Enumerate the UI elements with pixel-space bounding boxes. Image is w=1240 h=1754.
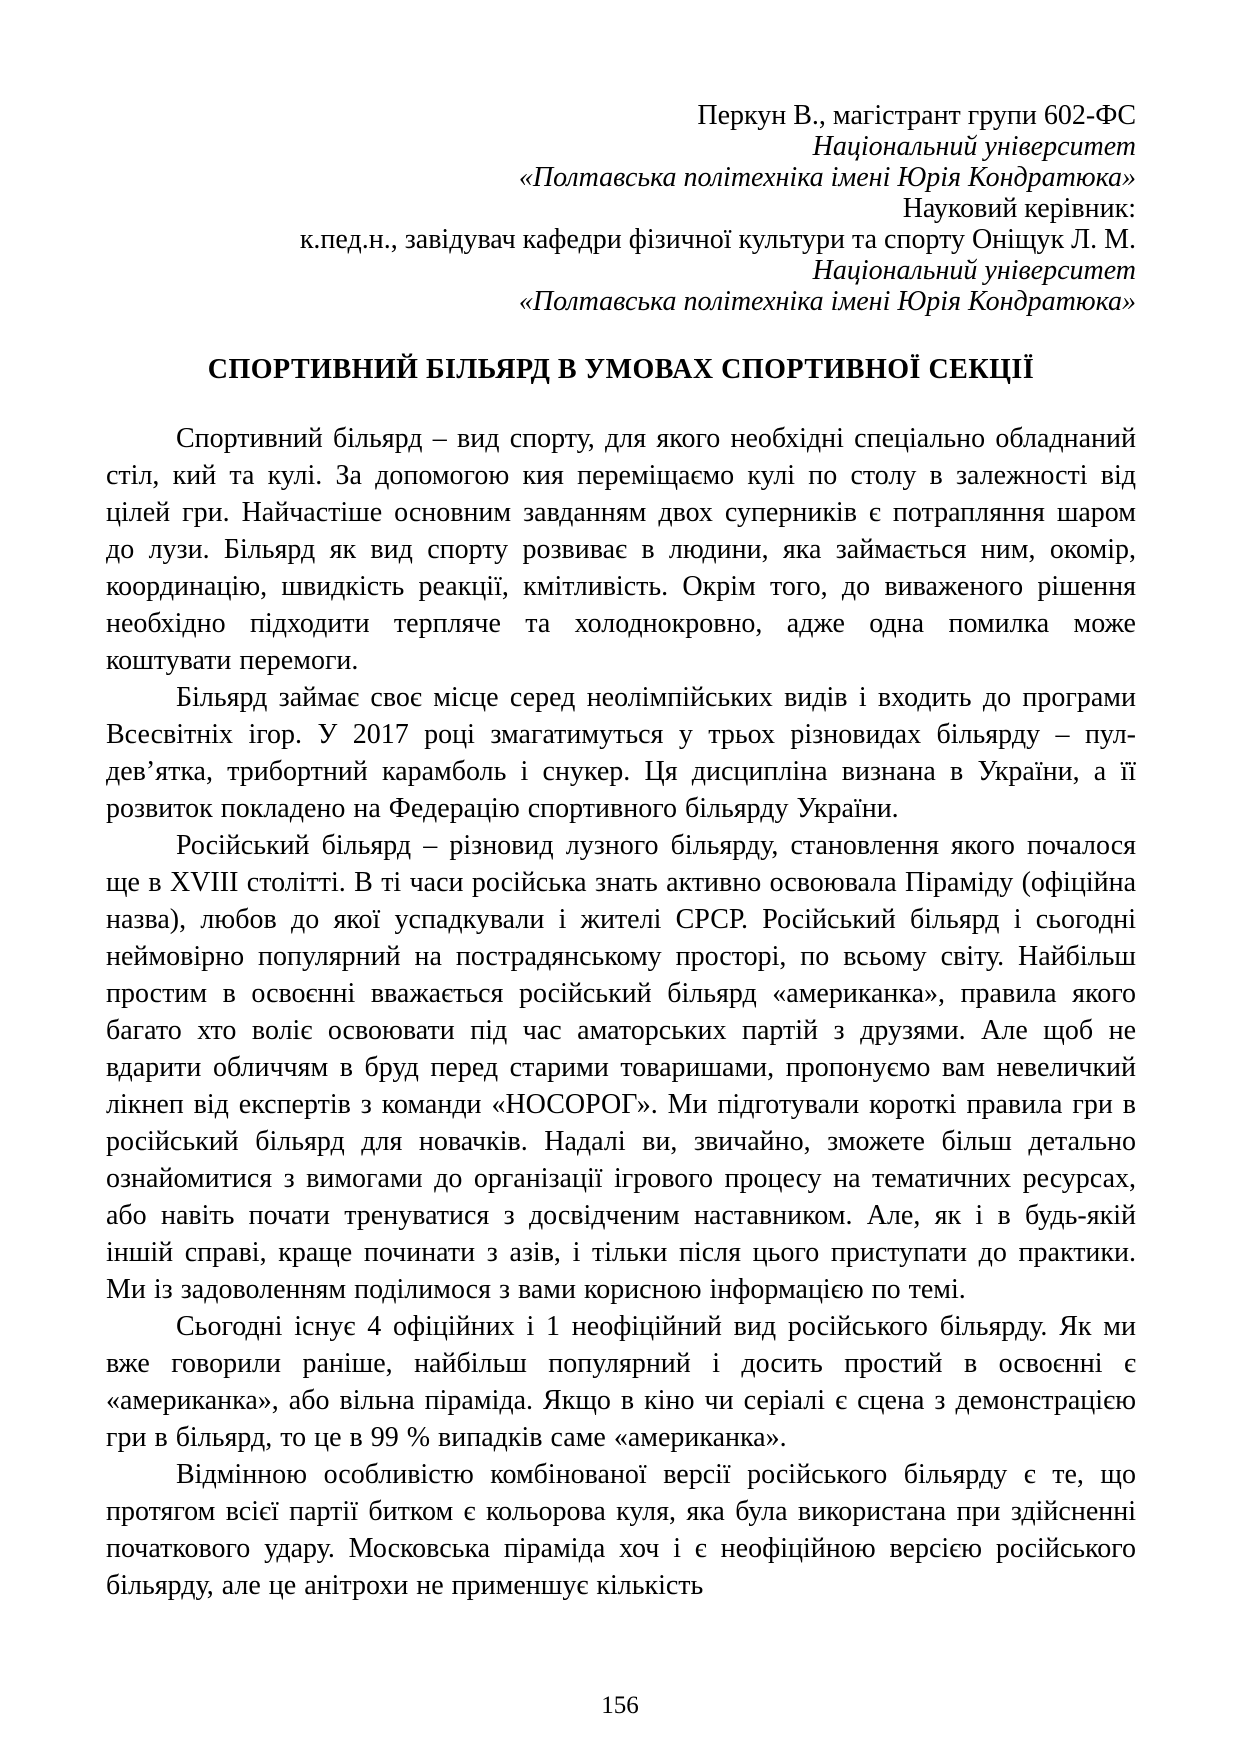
supervisor-university-name: «Полтавська політехніка імені Юрія Кондратюка» (518, 286, 1136, 317)
page-number: 156 (601, 1692, 639, 1719)
paragraph-5: Відмінною особливістю комбінованої версії російського більярду є те, що протягом всієї партії битком є кольорова куля, яка була використана при здійсненні початкового удару. Московська піраміда хоч і є неофіційною версією російського більярду, але це анітрохи не применшує кількість (106, 1459, 1136, 1601)
article-body (106, 420, 1136, 1604)
page-title: СПОРТИВНИЙ БІЛЬЯРД В УМОВАХ СПОРТИВНОЇ СЕКЦІЇ (207, 354, 1035, 385)
paragraph-4: Сьогодні існує 4 офіційних і 1 неофіційний вид російського більярду. Як ми вже говорили раніше, найбільш популярний і досить простий в освоєнні є «американка», або вільна піраміда. Якщо в кіно чи серіалі є сцена з демонстрацією гри в більярд, то це в 99 % випадків саме «американка». (106, 1311, 1136, 1453)
supervisor-label: Науковий керівник: (902, 193, 1136, 224)
author-block (106, 100, 1136, 317)
author-line-university-name: «Полтавська політехніка імені Юрія Кондратюка» (518, 162, 1136, 193)
supervisor-line: к.пед.н., завідувач кафедри фізичної культури та спорту Оніщук Л. М. (299, 224, 1136, 255)
paragraph-1: Спортивний більярд – вид спорту, для якого необхідні спеціально обладнаний стіл, кий та кулі. За допомогою кия переміщаємо кулі по столу в залежності від цілей гри. Найчастіше основним завданням двох суперників є потрапляння шаром до лузи. Більярд як вид спорту розвиває в людини, яка займається ним, окомір, координацію, швидкість реакції, кмітливість. Окрім того, до виваженого рішення необхідно підходити терпляче та холоднокровно, адже одна помилка може коштувати перемоги. (106, 423, 1136, 676)
paragraph-3: Російський більярд – різновид лузного більярду, становлення якого почалося ще в XVIII столітті. В ті часи російська знать активно освоювала Піраміду (офіційна назва), любов до якої успадкували і жителі СРСР. Російський більярд і сьогодні неймовірно популярний на пострадянському просторі, по всьому світу. Найбільш простим в освоєнні вважається російський більярд «американка», правила якого багато хто воліє освоювати під час аматорських партій з друзями. Але щоб не вдарити обличчям в бруд перед старими товаришами, пропонуємо вам невеличкий лікнеп від експертів з команди «НОСОРОГ». Ми підготували короткі правила гри в російський більярд для новачків. Надалі ви, звичайно, зможете більш детально ознайомитися з вимогами до організації ігрового процесу на тематичних ресурсах, або навіть почати тренуватися з досвідченим наставником. Але, як і в будь-якій іншій справі, краще починати з азів, і тільки після цього приступати до практики. Ми із задоволенням поділимося з вами корисною інформацією по темі. (106, 830, 1136, 1305)
paragraph-2: Більярд займає своє місце серед неолімпійських видів і входить до програми Всесвітніх ігор. У 2017 році змагатимуться у трьох різновидах більярду – пул-дев’ятка, трибортний карамболь і снукер. Ця дисципліна визнана в України, а її розвиток покладено на Федерацію спортивного більярду України. (106, 682, 1136, 824)
author-line-name: Перкун В., магістрант групи 602-ФС (697, 100, 1136, 131)
author-line-university: Національний університет (812, 131, 1136, 162)
supervisor-university: Національний університет (812, 255, 1136, 286)
